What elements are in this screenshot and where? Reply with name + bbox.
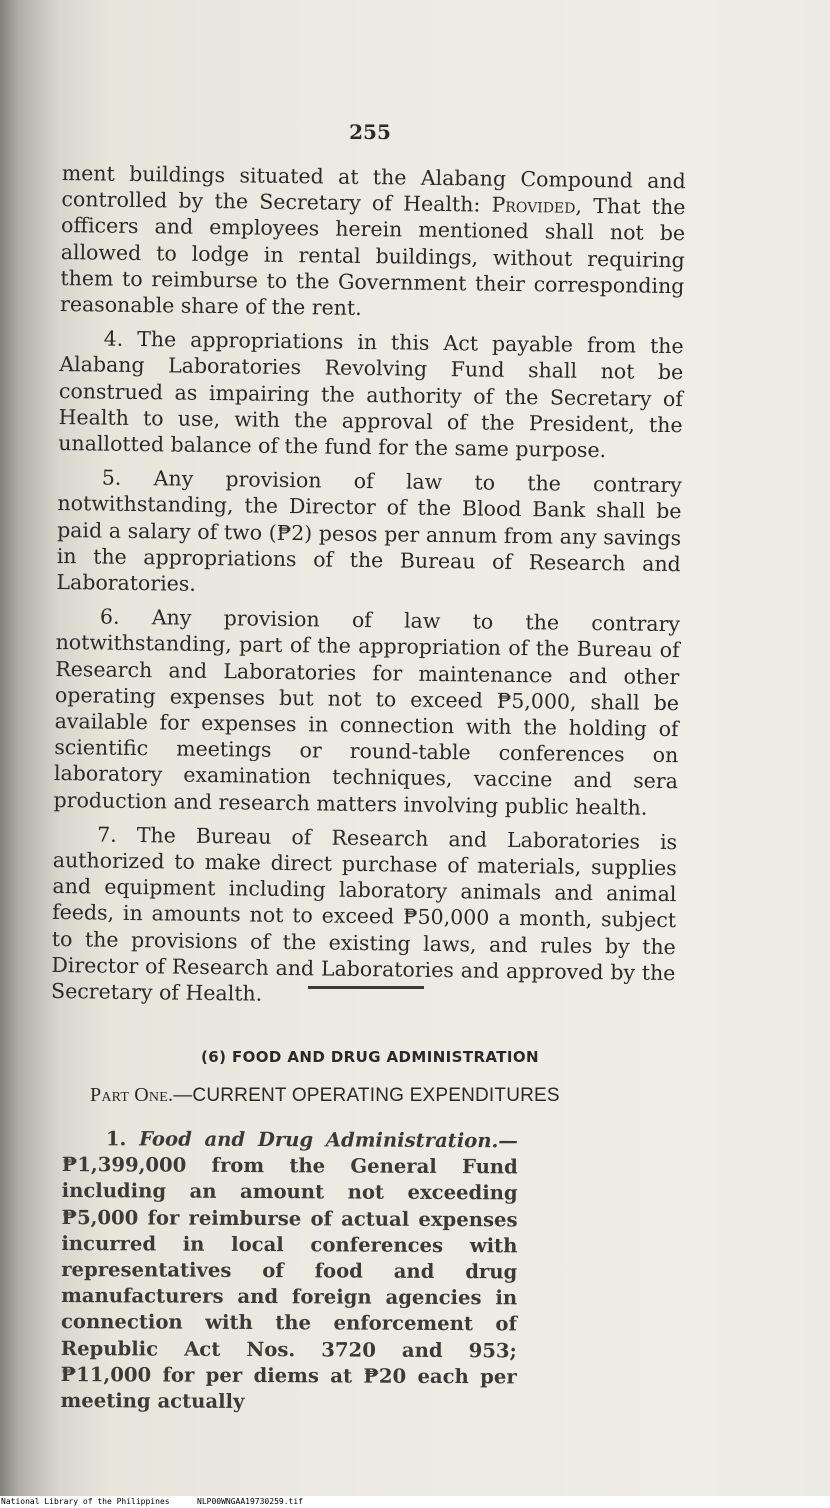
paragraph-4: 4. The appropriations in this Act payable from the Alabang Laboratories Revolving Fund shall not be construed as impairing the authority of the Secretary of Health to use, with the approval of the President, the unallotted balance of the fund for the same purpose. [58, 326, 684, 463]
footer-source: National Library of the Philippines [1, 1497, 170, 1506]
item-1-number: 1. [105, 1127, 127, 1151]
item-1-text [60, 1126, 518, 1417]
part-heading [90, 1084, 650, 1107]
part-heading-rest: —CURRENT OPERATING EXPENDITURES [173, 1085, 560, 1106]
paragraph-continuation: ment buildings situated at the Alabang Compound and controlled by the Secretary of Health: Provided, That the officers and employees herein mentioned shall not be allowed to lodge in rental buildings, without requiring them to reimburse to the Government their corresponding reasonable share of the rent. [59, 160, 686, 320]
part-heading-lead: Part One. [90, 1084, 174, 1106]
binding-shadow [0, 0, 18, 1496]
item-1-title: Food and Drug Administration.— [139, 1127, 518, 1153]
section-divider-rule [308, 986, 424, 989]
section-heading: (6) FOOD AND DRUG ADMINISTRATION [201, 1048, 539, 1066]
page-number: 255 [349, 120, 391, 144]
paragraph-6: 6. Any provision of law to the contrary notwithstanding, part of the appropriation of the Bureau of Research and Laboratories for maintenance and other operating expenses but not to exceed ₱5,000, shall be available for expenses in connection with the holding of scientific meetings or round-table conferences on laboratory examination techniques, vaccine and sera production and research matters involving public health. [53, 604, 681, 820]
footer-file: NLP00WNGAA19730259.tif [197, 1497, 303, 1506]
body-text [51, 160, 686, 1020]
paragraph-5: 5. Any provision of law to the contrary notwithstanding, the Director of the Blood Bank shall be paid a salary of two (₱2) pesos per annum from any savings in the appropriations of the Bureau of Research and Laboratories. [56, 465, 682, 596]
paragraph-7: 7. The Bureau of Research and Laboratories is authorized to make direct purchase of materials, supplies and equipment including laboratory animals and animal feeds, in amounts not to exceed ₱50,000 a month, subject to the provisions of the existing laws, and rules by the Director of Research and Laboratories and approved by the Secretary of Health. [50, 822, 678, 1006]
item-1-paragraph [60, 1126, 518, 1417]
provided-smallcaps: Provided [491, 192, 576, 218]
item-1-body: ₱1,399,000 from the General Fund including an amount not exceeding ₱5,000 for reimburse of actual expenses incurred in local conferences with representatives of food and drug manufacturers and foreign agencies in connection with the enforcement of Republic Act Nos. 3720 and 953; ₱11,000 for per diems at ₱20 each per meeting actually [60, 1153, 518, 1413]
scan-footer [0, 1496, 830, 1508]
